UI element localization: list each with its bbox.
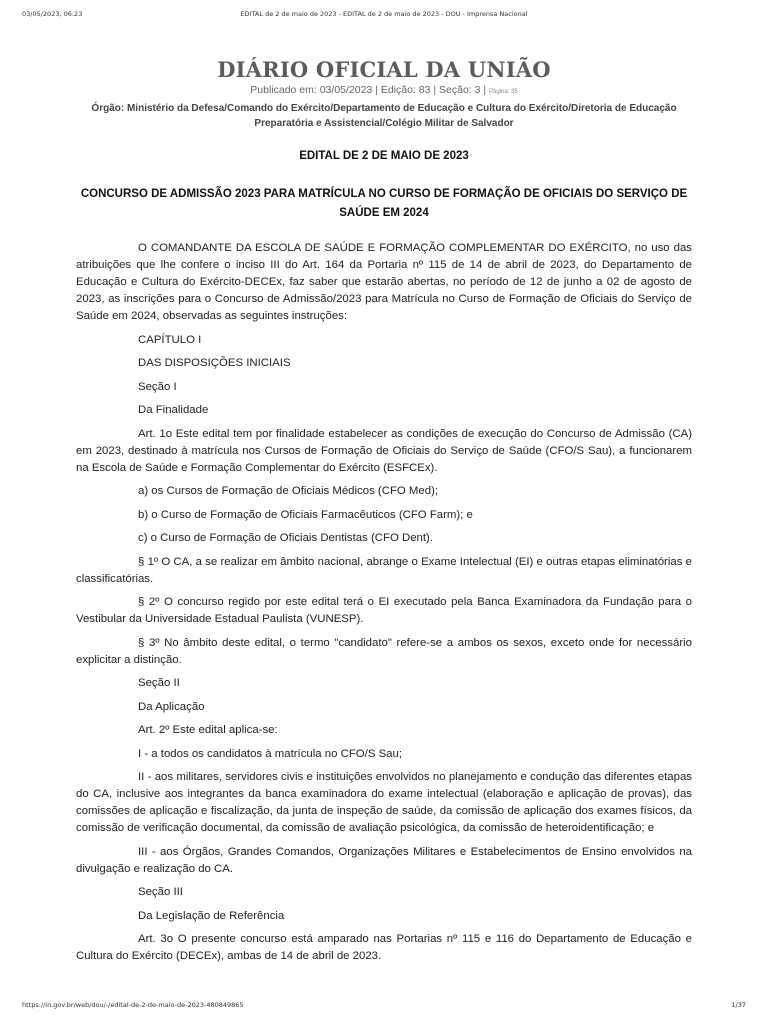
section-title: Da Finalidade [138,404,209,416]
clause-paragraph: § 1º O CA, a se realizar em âmbito nacional, abrange o Exame Intelectual (EI) e outras etapas eliminatórias e classificatórias. [76,555,692,585]
list-item: a) os Cursos de Formação de Oficiais Médicos (CFO Med); [138,485,439,497]
document-title: CONCURSO DE ADMISSÃO 2023 PARA MATRÍCULA NO CURSO DE FORMAÇÃO DE OFICIAIS DO SERVIÇO DE SAÚDE EM 2024 [80,188,688,219]
document-body [76,240,692,972]
issuing-organ: Órgão: Ministério da Defesa/Comando do Exército/Departamento de Educação e Cultura do Exército/Diretoria de Educação Preparatória e Assistencial/Colégio Militar de Salvador [91,103,677,129]
chapter-heading: CAPÍTULO I [138,333,202,346]
section-heading: Seção III [138,886,183,898]
article-paragraph: Art. 2º Este edital aplica-se: [138,724,278,736]
publication-details: Publicado em: 03/05/2023 | Edição: 83 | Seção: 3 | [250,84,487,96]
section-heading: Seção II [138,677,180,689]
article-paragraph: Art. 1o Este edital tem por finalidade estabelecer as condições de execução do Concurso de Admissão (CA) em 2023, destinado à matrícula nos Cursos de Formação de Oficiais do Serviço de Saúde (CFO/S Sau), a funcionarem na Escola de Saúde e Formação Complementar do Exército (ESFCEx). [76,427,692,474]
print-page-count: 1/37 [731,1001,746,1009]
section-title: Da Legislação de Referência [138,909,285,922]
publication-info [0,84,768,96]
print-footer [22,1001,746,1013]
list-item: b) o Curso de Formação de Oficiais Farmacêuticos (CFO Farm); e [138,508,473,521]
list-item: III - aos Órgãos, Grandes Comandos, Organizações Militares e Estabelecimentos de Ensino envolvidos na divulgação e realização do CA. [76,845,692,875]
print-page-title: EDITAL de 2 de maio de 2023 - EDITAL de 2 de maio de 2023 - DOU - Imprensa Nacional [240,10,528,18]
section-title: Da Aplicação [138,700,205,713]
chapter-title: DAS DISPOSIÇÕES INICIAIS [138,357,291,369]
list-item: I - a todos os candidatos à matrícula no CFO/S Sau; [138,747,403,760]
clause-paragraph: § 2º O concurso regido por este edital terá o EI executado pela Banca Examinadora da Fundação para o Vestibular da Universidade Estadual Paulista (VUNESP). [76,596,692,625]
clause-paragraph: § 3º No âmbito deste edital, o termo "candidato" refere-se a ambos os sexos, exceto onde for necessário explicitar a distinção. [76,636,692,666]
article-paragraph: Art. 3o O presente concurso está amparado nas Portarias nº 115 e 116 do Departamento de Educação e Cultura do Exército (DECEx), ambas de 14 de abril de 2023. [76,933,692,962]
edital-identifier: EDITAL DE 2 DE MAIO DE 2023 [299,150,469,162]
section-heading: Seção I [138,380,177,393]
list-item: II - aos militares, servidores civis e instituições envolvidos no planejamento e condução das diferentes etapas do CA, inclusive aos integrantes da banca examinadora do exame intelectual (elaboração e aplicação de provas), das comissões de aplicação e fiscalização, da junta de inspeção de saúde, da comissão de aplicação dos exames físicos, da comissão de verificação documental, da comissão de avaliação psicológica, da comissão de heteroidentificação; e [76,771,692,834]
print-url: https://in.gov.br/web/dou/-/edital-de-2-de-maio-de-2023-480849865 [22,1001,244,1009]
page-reference: Página: 35 [489,89,518,95]
preamble-paragraph: O COMANDANTE DA ESCOLA DE SAÚDE E FORMAÇÃO COMPLEMENTAR DO EXÉRCITO, no uso das atribuições que lhe confere o inciso III do Art. 164 da Portaria nº 115 de 14 de abril de 2023, do Departamento de Educação e Cultura do Exército-DECEx, faz saber que estarão abertas, no período de 12 de junho a 02 de agosto de 2023, as inscrições para o Concurso de Admissão/2023 para Matrícula no Curso de Formação de Oficiais do Serviço de Saúde em 2024, observadas as seguintes instruções: [76,242,692,322]
journal-title: DIÁRIO OFICIAL DA UNIÃO [217,57,551,82]
print-header [22,10,746,22]
print-datetime: 03/05/2023, 06:23 [22,10,83,18]
list-item: c) o Curso de Formação de Oficiais Dentistas (CFO Dent). [138,532,433,544]
